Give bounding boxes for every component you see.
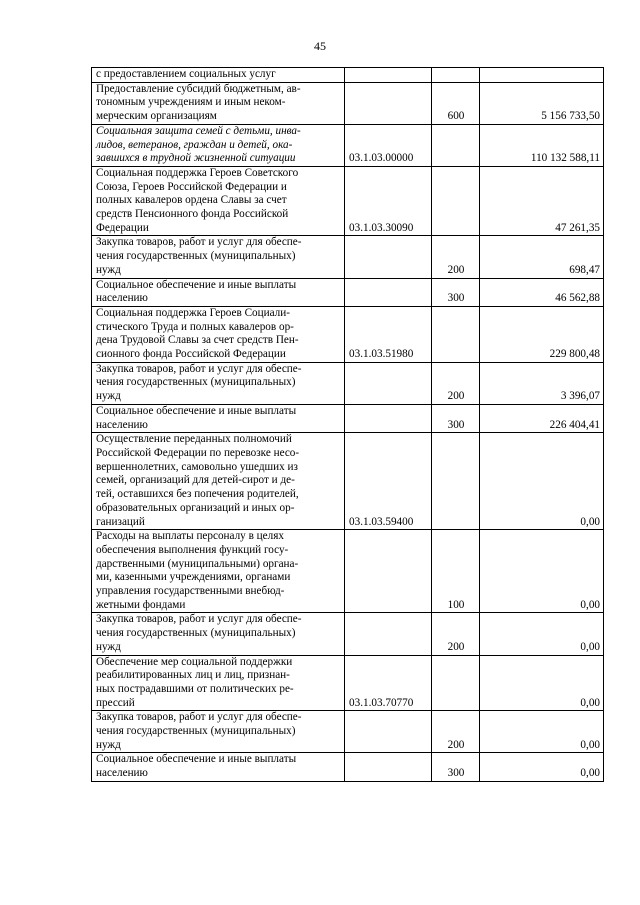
table-row — [92, 753, 604, 781]
target-article-code-cell — [345, 236, 432, 278]
target-article-code-cell: 03.1.03.00000 — [345, 124, 432, 166]
expense-name-cell — [92, 404, 345, 432]
expense-name-cell — [92, 711, 345, 753]
expense-type-cell: 300 — [432, 404, 480, 432]
budget-table-body — [92, 68, 604, 782]
target-article-code-cell: 03.1.03.70770 — [345, 655, 432, 711]
expense-name-line: Социальная поддержка Героев Социали- — [96, 306, 290, 319]
expense-name-cell — [92, 433, 345, 530]
expense-name-line: Обеспечение мер социальной поддержки — [96, 655, 293, 668]
expense-name-line: населению — [96, 418, 148, 431]
budget-table — [91, 67, 604, 782]
amount-cell: 5 156 733,50 — [480, 82, 604, 124]
expense-type-cell: 200 — [432, 613, 480, 655]
expense-name-line: Социальная защита семей с детьми, инва- — [96, 124, 301, 137]
table-row — [92, 530, 604, 613]
table-row — [92, 433, 604, 530]
expense-type-cell — [432, 166, 480, 236]
expense-name-cell — [92, 306, 345, 362]
expense-name-cell — [92, 362, 345, 404]
expense-name-line: управления государственными внебюд- — [96, 585, 285, 598]
table-row — [92, 404, 604, 432]
expense-type-cell: 300 — [432, 278, 480, 306]
expense-type-cell — [432, 306, 480, 362]
expense-name-cell — [92, 236, 345, 278]
expense-name-line: ных пострадавшими от политических ре- — [96, 682, 294, 695]
amount-cell: 0,00 — [480, 655, 604, 711]
amount-cell: 698,47 — [480, 236, 604, 278]
expense-name-line: прессий — [96, 696, 135, 709]
expense-name-line: дарственными (муниципальными) органа- — [96, 557, 299, 570]
expense-name-line: Российской Федерации по перевозке несо- — [96, 446, 300, 459]
amount-cell: 3 396,07 — [480, 362, 604, 404]
expense-type-cell: 600 — [432, 82, 480, 124]
amount-cell: 47 261,35 — [480, 166, 604, 236]
expense-type-cell — [432, 433, 480, 530]
expense-name-line: завшихся в трудной жизненной ситуации — [96, 152, 296, 165]
target-article-code-cell — [345, 753, 432, 781]
expense-name-cell — [92, 124, 345, 166]
table-row — [92, 655, 604, 711]
amount-cell: 0,00 — [480, 711, 604, 753]
expense-name-line: лидов, ветеранов, граждан и детей, ока- — [96, 138, 293, 151]
table-row — [92, 306, 604, 362]
expense-name-line: Осуществление переданных полномочий — [96, 433, 292, 446]
table-row — [92, 82, 604, 124]
page-number: 45 — [314, 39, 326, 53]
amount-cell: 0,00 — [480, 530, 604, 613]
expense-name-line: Закупка товаров, работ и услуг для обеспе- — [96, 613, 302, 626]
table-row — [92, 711, 604, 753]
expense-name-line: Социальное обеспечение и иные выплаты — [96, 753, 297, 766]
expense-name-line: нужд — [96, 640, 121, 653]
target-article-code-cell — [345, 404, 432, 432]
expense-name-line: ми, казенными учреждениями, органами — [96, 571, 291, 584]
target-article-code-cell — [345, 68, 432, 83]
expense-name-line: мерческим организациям — [96, 110, 217, 123]
expense-name-line: чения государственных (муниципальных) — [96, 250, 296, 263]
expense-name-line: населению — [96, 292, 148, 305]
expense-name-line: Закупка товаров, работ и услуг для обеспе- — [96, 711, 302, 724]
expense-type-cell — [432, 68, 480, 83]
expense-name-cell — [92, 753, 345, 781]
table-row — [92, 236, 604, 278]
expense-name-line: нужд — [96, 263, 121, 276]
target-article-code-cell — [345, 613, 432, 655]
expense-name-line: Федерации — [96, 221, 149, 234]
expense-type-cell: 100 — [432, 530, 480, 613]
expense-name-cell — [92, 278, 345, 306]
expense-name-line: чения государственных (муниципальных) — [96, 376, 296, 389]
expense-name-line: сионного фонда Российской Федерации — [96, 348, 286, 361]
target-article-code-cell: 03.1.03.51980 — [345, 306, 432, 362]
expense-name-line: Закупка товаров, работ и услуг для обеспе- — [96, 236, 302, 249]
expense-type-cell: 300 — [432, 753, 480, 781]
target-article-code-cell: 03.1.03.30090 — [345, 166, 432, 236]
expense-type-cell: 200 — [432, 236, 480, 278]
amount-cell: 0,00 — [480, 753, 604, 781]
expense-name-cell — [92, 166, 345, 236]
expense-name-line: образовательных организаций и иных ор- — [96, 501, 295, 514]
expense-type-cell — [432, 655, 480, 711]
amount-cell — [480, 68, 604, 83]
expense-name-line: тей, оставшихся без попечения родителей, — [96, 488, 299, 501]
table-row — [92, 124, 604, 166]
expense-name-line: чения государственных (муниципальных) — [96, 725, 296, 738]
expense-name-line: стического Труда и полных кавалеров ор- — [96, 320, 294, 333]
expense-name-line: Социальное обеспечение и иные выплаты — [96, 278, 297, 291]
expense-name-cell — [92, 613, 345, 655]
expense-type-cell: 200 — [432, 711, 480, 753]
expense-name-line: вершеннолетних, самовольно ушедших из — [96, 460, 298, 473]
expense-name-line: жетными фондами — [96, 598, 186, 611]
expense-name-line: обеспечения выполнения функций госу- — [96, 543, 289, 556]
table-row — [92, 278, 604, 306]
expense-name-line: Расходы на выплаты персоналу в целях — [96, 530, 284, 543]
expense-name-line: нужд — [96, 390, 121, 403]
expense-type-cell — [432, 124, 480, 166]
target-article-code-cell — [345, 530, 432, 613]
target-article-code-cell — [345, 711, 432, 753]
target-article-code-cell — [345, 82, 432, 124]
expense-name-line: с предоставлением социальных услуг — [96, 68, 276, 80]
expense-name-line: Социальная поддержка Героев Советского — [96, 166, 299, 179]
table-row — [92, 362, 604, 404]
amount-cell: 0,00 — [480, 613, 604, 655]
amount-cell: 229 800,48 — [480, 306, 604, 362]
expense-name-cell — [92, 82, 345, 124]
expense-name-line: средств Пенсионного фонда Российской — [96, 208, 289, 221]
expense-name-line: населению — [96, 767, 148, 780]
amount-cell: 0,00 — [480, 433, 604, 530]
expense-name-line: дена Трудовой Славы за счет средств Пен- — [96, 334, 299, 347]
target-article-code-cell — [345, 278, 432, 306]
amount-cell: 226 404,41 — [480, 404, 604, 432]
expense-name-cell — [92, 655, 345, 711]
expense-name-cell — [92, 68, 345, 83]
target-article-code-cell — [345, 362, 432, 404]
expense-name-line: Социальное обеспечение и иные выплаты — [96, 404, 297, 417]
expense-name-line: тономным учреждениям и иным неком- — [96, 96, 286, 109]
expense-name-line: нужд — [96, 738, 121, 751]
table-row — [92, 68, 604, 83]
amount-cell: 110 132 588,11 — [480, 124, 604, 166]
expense-name-cell — [92, 530, 345, 613]
table-row — [92, 166, 604, 236]
expense-name-line: Предоставление субсидий бюджетным, ав- — [96, 82, 301, 95]
table-row — [92, 613, 604, 655]
expense-name-line: полных кавалеров ордена Славы за счет — [96, 194, 287, 207]
expense-name-line: ганизаций — [96, 515, 145, 528]
expense-name-line: Союза, Героев Российской Федерации и — [96, 180, 287, 193]
amount-cell: 46 562,88 — [480, 278, 604, 306]
expense-name-line: чения государственных (муниципальных) — [96, 627, 296, 640]
target-article-code-cell: 03.1.03.59400 — [345, 433, 432, 530]
expense-type-cell: 200 — [432, 362, 480, 404]
expense-name-line: семей, организаций для детей-сирот и де- — [96, 474, 295, 487]
expense-name-line: реабилитированных лиц и лиц, признан- — [96, 669, 290, 682]
expense-name-line: Закупка товаров, работ и услуг для обеспе- — [96, 362, 302, 375]
